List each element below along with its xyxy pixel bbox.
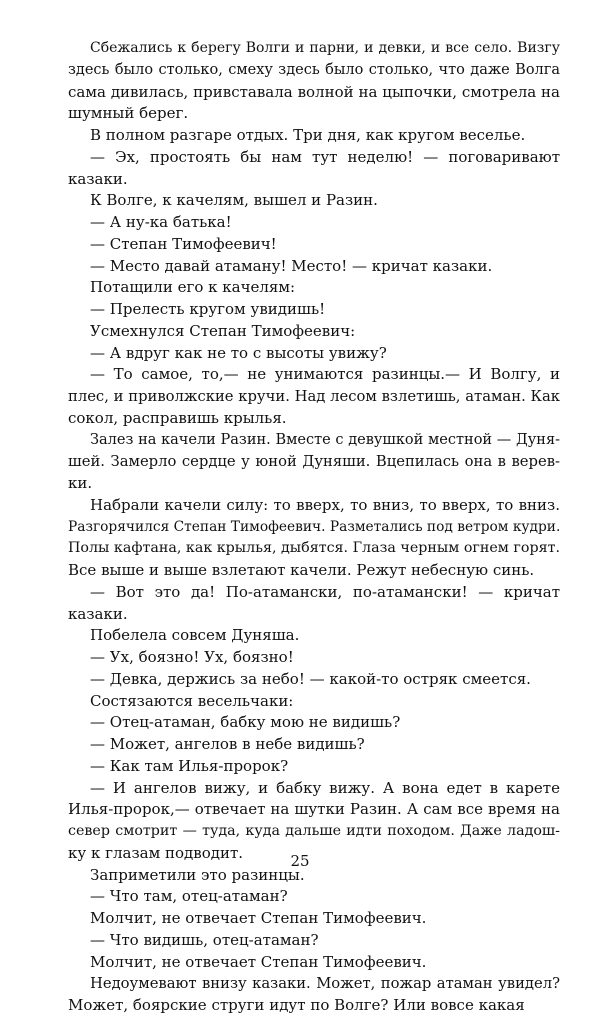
text-line: Побелела совсем Дуняша.	[90, 626, 300, 645]
paragraph	[68, 973, 560, 1017]
paragraph	[68, 125, 560, 147]
text-line: здесь было столько, смеху здесь было столько, что даже Волга	[68, 61, 560, 78]
paragraph	[68, 647, 560, 669]
paragraph	[68, 234, 560, 256]
text-line: К Волге, к качелям, вышел и Разин.	[90, 191, 378, 210]
text-line: Набрали качели силу: то вверх, то вниз, то вверх, то вниз.	[90, 495, 560, 514]
text-line: — Что там, отец-атаман?	[90, 887, 288, 906]
text-line: казаки.	[68, 169, 128, 188]
text-line: Заприметили это разинцы.	[90, 865, 305, 884]
paragraph	[68, 625, 560, 647]
text-line: — А вдруг как не то с высоты увижу?	[90, 343, 387, 362]
text-line: ку к глазам подводит.	[68, 843, 244, 862]
text-line: Молчит, не отвечает Степан Тимофеевич.	[90, 909, 427, 927]
text-line: Усмехнулся Степан Тимофеевич:	[90, 321, 356, 340]
paragraph	[68, 212, 560, 234]
paragraph	[68, 712, 560, 734]
text-line: — Ух, боязно! Ух, боязно!	[90, 648, 294, 666]
paragraph	[68, 691, 560, 713]
paragraph	[68, 299, 560, 321]
text-line: — А ну-ка батька!	[90, 213, 232, 231]
paragraph	[68, 256, 560, 278]
text-line: Все выше и выше взлетают качели. Режут небесную синь.	[68, 561, 535, 579]
paragraph	[68, 908, 560, 930]
text-line: сама дивилась, привставала волной на цыпочки, смотрела на	[68, 82, 560, 101]
text-line: — Девка, держись за небо! — какой-то остряк смеется.	[90, 669, 531, 688]
paragraph	[68, 364, 560, 429]
paragraph	[68, 277, 560, 299]
text-line: Потащили его к качелям:	[90, 278, 296, 297]
text-line: сокол, расправишь крылья.	[68, 408, 287, 427]
text-line: Илья-пророк,— отвечает на шутки Разин. А сам все время на	[68, 800, 560, 819]
paragraph	[68, 582, 560, 626]
text-line: — Как там Илья-пророк?	[90, 756, 289, 775]
paragraph	[68, 669, 560, 691]
text-line: ки.	[68, 474, 93, 492]
text-line: Сбежались к берегу Волги и парни, и девки, и все село. Визгу	[90, 40, 560, 56]
paragraph	[68, 190, 560, 212]
paragraph	[68, 952, 560, 974]
paragraph	[68, 321, 560, 343]
text-line: Молчит, не отвечает Степан Тимофеевич.	[90, 952, 427, 971]
paragraph	[68, 886, 560, 908]
page-number: 25	[290, 852, 310, 870]
text-line: шумный берег.	[68, 104, 189, 123]
text-line: Недоумевают внизу казаки. Может, пожар атаман увидел?	[90, 975, 560, 993]
text-line: — Место давай атаману! Место! — кричат казаки.	[90, 256, 493, 275]
text-line: — Эх, простоять бы нам тут неделю! — поговаривают	[90, 147, 560, 166]
text-line: Состязаются весельчаки:	[90, 691, 294, 710]
paragraph	[68, 734, 560, 756]
text-line: В полном разгаре отдых. Три дня, как кругом веселье.	[90, 126, 526, 144]
text-line: — И ангелов вижу, и бабку вижу. А вона едет в карете	[90, 778, 560, 797]
text-line: — Может, ангелов в небе видишь?	[90, 735, 365, 753]
paragraph	[68, 756, 560, 778]
text-line: — Степан Тимофеевич!	[90, 234, 277, 253]
paragraph	[68, 38, 560, 125]
paragraph	[68, 147, 560, 191]
text-line: — Прелесть кругом увидишь!	[90, 300, 326, 318]
paragraph	[68, 495, 560, 582]
paragraph	[68, 930, 560, 952]
text-line: Залез на качели Разин. Вместе с девушкой местной — Дуня-	[90, 431, 560, 448]
paragraph	[68, 343, 560, 365]
text-line: плес, и приволжские кручи. Над лесом взлетишь, атаман. Как	[68, 388, 560, 405]
text-line: север смотрит — туда, куда дальше идти походом. Даже ладош-	[68, 823, 560, 839]
text-line: — Что видишь, отец-атаман?	[90, 930, 319, 949]
text-line: Может, боярские струги идут по Волге? Или вовсе какая	[68, 996, 525, 1014]
text-line: шей. Замерло сердце у юной Дуняши. Вцепилась она в верев-	[68, 453, 560, 471]
text-line: — То самое, то,— не унимаются разинцы.— И Волгу, и	[90, 365, 560, 384]
text-line: Полы кафтана, как крылья, дыбятся. Глаза черным огнем горят.	[68, 540, 560, 557]
paragraph	[68, 430, 560, 495]
text-line: — Отец-атаман, бабку мою не видишь?	[90, 713, 401, 732]
text-line: — Вот это да! По-атамански, по-атамански! — кричат	[90, 582, 560, 601]
text-line: Разгорячился Степан Тимофеевич. Разметались под ветром кудри.	[68, 518, 561, 535]
text-line: казаки.	[68, 604, 128, 623]
